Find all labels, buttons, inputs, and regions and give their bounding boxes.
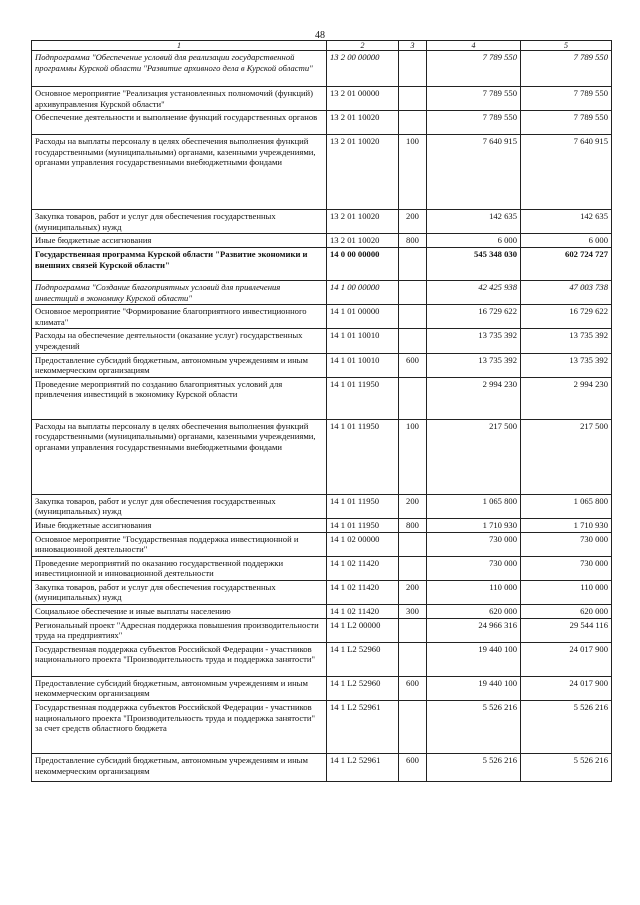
row-sum-1-cell: 19 440 100 (427, 676, 521, 700)
row-vr-cell: 100 (399, 135, 427, 210)
row-name-cell: Предоставление субсидий бюджетным, автономным учреждениям и иным некоммерческим организациям (32, 754, 327, 782)
header-cell-name: 1 (32, 41, 327, 51)
row-sum-1-cell: 730 000 (427, 532, 521, 556)
row-sum-1-cell: 13 735 392 (427, 329, 521, 353)
row-code-cell: 14 1 02 11420 (327, 580, 399, 604)
row-sum-1-cell: 545 348 030 (427, 247, 521, 280)
row-sum-1-cell: 6 000 (427, 234, 521, 248)
row-vr-cell: 300 (399, 605, 427, 619)
row-sum-2-cell: 1 710 930 (521, 518, 612, 532)
table-row (32, 701, 612, 754)
row-sum-2-cell: 730 000 (521, 532, 612, 556)
row-code-cell: 14 1 L2 52960 (327, 642, 399, 676)
row-vr-cell (399, 532, 427, 556)
table-row (32, 135, 612, 210)
row-sum-1-cell: 7 789 550 (427, 87, 521, 111)
row-code-cell: 14 1 01 11950 (327, 518, 399, 532)
header-cell-vr: 3 (399, 41, 427, 51)
table-row (32, 532, 612, 556)
row-vr-cell: 600 (399, 754, 427, 782)
row-vr-cell: 800 (399, 518, 427, 532)
row-name-cell: Расходы на обеспечение деятельности (оказание услуг) государственных учреждений (32, 329, 327, 353)
row-vr-cell (399, 111, 427, 135)
page-number: 48 (315, 30, 325, 41)
row-sum-1-cell: 2 994 230 (427, 377, 521, 419)
row-sum-1-cell: 110 000 (427, 580, 521, 604)
row-sum-1-cell: 7 789 550 (427, 111, 521, 135)
row-name-cell: Обеспечение деятельности и выполнение функций государственных органов (32, 111, 327, 135)
table-row (32, 51, 612, 87)
row-sum-2-cell: 602 724 727 (521, 247, 612, 280)
table-row (32, 605, 612, 619)
row-vr-cell: 800 (399, 234, 427, 248)
row-code-cell: 14 1 01 11950 (327, 377, 399, 419)
row-vr-cell (399, 87, 427, 111)
table-row (32, 419, 612, 494)
row-sum-2-cell: 730 000 (521, 556, 612, 580)
table-row (32, 642, 612, 676)
row-sum-1-cell: 42 425 938 (427, 280, 521, 304)
row-vr-cell (399, 556, 427, 580)
row-name-cell: Предоставление субсидий бюджетным, автономным учреждениям и иным некоммерческим организациям (32, 676, 327, 700)
row-code-cell: 13 2 01 10020 (327, 135, 399, 210)
row-vr-cell (399, 618, 427, 642)
row-sum-2-cell: 620 000 (521, 605, 612, 619)
row-sum-2-cell: 24 017 900 (521, 642, 612, 676)
table-row (32, 518, 612, 532)
row-sum-1-cell: 1 710 930 (427, 518, 521, 532)
row-sum-2-cell: 7 789 550 (521, 51, 612, 87)
row-sum-2-cell: 16 729 622 (521, 305, 612, 329)
budget-table (31, 40, 612, 782)
row-sum-1-cell: 24 966 316 (427, 618, 521, 642)
row-sum-2-cell: 13 735 392 (521, 329, 612, 353)
row-code-cell: 14 1 02 11420 (327, 605, 399, 619)
row-sum-1-cell: 620 000 (427, 605, 521, 619)
row-code-cell: 14 1 L2 52960 (327, 676, 399, 700)
row-code-cell: 14 1 01 11950 (327, 419, 399, 494)
row-sum-1-cell: 7 640 915 (427, 135, 521, 210)
header-cell-code: 2 (327, 41, 399, 51)
row-sum-1-cell: 7 789 550 (427, 51, 521, 87)
row-sum-2-cell: 6 000 (521, 234, 612, 248)
row-code-cell: 14 1 01 00000 (327, 305, 399, 329)
row-name-cell: Закупка товаров, работ и услуг для обеспечения государственных (муниципальных) нужд (32, 580, 327, 604)
row-sum-2-cell: 29 544 116 (521, 618, 612, 642)
row-code-cell: 14 1 01 10010 (327, 329, 399, 353)
row-name-cell: Основное мероприятие "Реализация установленных полномочий (функций) архивуправления Курской области" (32, 87, 327, 111)
table-row (32, 377, 612, 419)
table-row (32, 247, 612, 280)
row-sum-2-cell: 47 003 738 (521, 280, 612, 304)
table-row (32, 210, 612, 234)
row-sum-2-cell: 24 017 900 (521, 676, 612, 700)
row-vr-cell: 200 (399, 210, 427, 234)
row-name-cell: Государственная программа Курской области "Развитие экономики и внешних связей Курской области" (32, 247, 327, 280)
row-vr-cell (399, 305, 427, 329)
row-code-cell: 14 1 02 00000 (327, 532, 399, 556)
row-name-cell: Предоставление субсидий бюджетным, автономным учреждениям и иным некоммерческим организациям (32, 353, 327, 377)
table-row (32, 556, 612, 580)
table-row (32, 87, 612, 111)
row-vr-cell: 600 (399, 353, 427, 377)
row-sum-1-cell: 217 500 (427, 419, 521, 494)
row-sum-1-cell: 16 729 622 (427, 305, 521, 329)
header-row (32, 41, 612, 51)
row-sum-1-cell: 5 526 216 (427, 701, 521, 754)
row-name-cell: Региональный проект "Адресная поддержка повышения производительности труда на предприятиях" (32, 618, 327, 642)
row-name-cell: Государственная поддержка субъектов Российской Федерации - участников национального проекта "Производительность труда и поддержка занятости" за счет средств областного бюджета (32, 701, 327, 754)
row-sum-2-cell: 217 500 (521, 419, 612, 494)
row-name-cell: Государственная поддержка субъектов Российской Федерации - участников национального проекта "Производительность труда и поддержка занятости" (32, 642, 327, 676)
row-vr-cell (399, 51, 427, 87)
table-row (32, 234, 612, 248)
row-sum-1-cell: 13 735 392 (427, 353, 521, 377)
row-name-cell: Основное мероприятие "Государственная поддержка инвестиционной и инновационной деятельности" (32, 532, 327, 556)
row-name-cell: Закупка товаров, работ и услуг для обеспечения государственных (муниципальных) нужд (32, 494, 327, 518)
row-name-cell: Закупка товаров, работ и услуг для обеспечения государственных (муниципальных) нужд (32, 210, 327, 234)
row-name-cell: Подпрограмма "Создание благоприятных условий для привлечения инвестиций в экономику Курской области" (32, 280, 327, 304)
row-name-cell: Иные бюджетные ассигнования (32, 518, 327, 532)
row-sum-2-cell: 7 789 550 (521, 87, 612, 111)
row-sum-2-cell: 7 640 915 (521, 135, 612, 210)
row-vr-cell (399, 377, 427, 419)
row-code-cell: 14 1 L2 52961 (327, 754, 399, 782)
row-sum-2-cell: 7 789 550 (521, 111, 612, 135)
row-sum-2-cell: 1 065 800 (521, 494, 612, 518)
table-row (32, 618, 612, 642)
row-code-cell: 13 2 01 10020 (327, 210, 399, 234)
row-vr-cell (399, 280, 427, 304)
row-sum-2-cell: 5 526 216 (521, 701, 612, 754)
row-code-cell: 13 2 01 00000 (327, 87, 399, 111)
row-sum-1-cell: 1 065 800 (427, 494, 521, 518)
row-sum-1-cell: 19 440 100 (427, 642, 521, 676)
table-row (32, 305, 612, 329)
row-code-cell: 14 1 01 10010 (327, 353, 399, 377)
table-row (32, 111, 612, 135)
row-sum-1-cell: 730 000 (427, 556, 521, 580)
row-vr-cell (399, 247, 427, 280)
row-code-cell: 13 2 01 10020 (327, 111, 399, 135)
row-name-cell: Социальное обеспечение и иные выплаты населению (32, 605, 327, 619)
header-cell-sum-1: 4 (427, 41, 521, 51)
row-code-cell: 14 1 00 00000 (327, 280, 399, 304)
row-vr-cell (399, 329, 427, 353)
row-name-cell: Проведение мероприятий по созданию благоприятных условий для привлечения инвестиций в экономику Курской области (32, 377, 327, 419)
row-code-cell: 14 0 00 00000 (327, 247, 399, 280)
row-name-cell: Основное мероприятие "Формирование благоприятного инвестиционного климата" (32, 305, 327, 329)
table-row (32, 280, 612, 304)
row-vr-cell (399, 701, 427, 754)
row-code-cell: 14 1 02 11420 (327, 556, 399, 580)
table-row (32, 329, 612, 353)
row-vr-cell: 600 (399, 676, 427, 700)
table-row (32, 494, 612, 518)
row-sum-2-cell: 142 635 (521, 210, 612, 234)
row-code-cell: 14 1 01 11950 (327, 494, 399, 518)
row-code-cell: 14 1 L2 52961 (327, 701, 399, 754)
row-sum-2-cell: 5 526 216 (521, 754, 612, 782)
row-sum-2-cell: 2 994 230 (521, 377, 612, 419)
row-vr-cell: 200 (399, 494, 427, 518)
table-row (32, 676, 612, 700)
row-sum-2-cell: 110 000 (521, 580, 612, 604)
row-sum-1-cell: 5 526 216 (427, 754, 521, 782)
row-name-cell: Иные бюджетные ассигнования (32, 234, 327, 248)
row-code-cell: 13 2 00 00000 (327, 51, 399, 87)
row-code-cell: 13 2 01 10020 (327, 234, 399, 248)
row-sum-2-cell: 13 735 392 (521, 353, 612, 377)
row-name-cell: Расходы на выплаты персоналу в целях обеспечения выполнения функций государственными (муниципальными) органами, казенными учреждениями, органами управления государственными внебюджетными фондами (32, 135, 327, 210)
table-row (32, 353, 612, 377)
row-code-cell: 14 1 L2 00000 (327, 618, 399, 642)
row-vr-cell: 200 (399, 580, 427, 604)
row-name-cell: Проведение мероприятий по оказанию государственной поддержки инвестиционной и инновационной деятельности (32, 556, 327, 580)
row-name-cell: Подпрограмма "Обеспечение условий для реализации государственной программы Курской области "Развитие архивного дела в Курской области" (32, 51, 327, 87)
table-row (32, 754, 612, 782)
row-vr-cell: 100 (399, 419, 427, 494)
row-vr-cell (399, 642, 427, 676)
header-cell-sum-2: 5 (521, 41, 612, 51)
row-name-cell: Расходы на выплаты персоналу в целях обеспечения выполнения функций государственными (муниципальными) органами, казенными учреждениями, органами управления государственными внебюджетными фондами (32, 419, 327, 494)
row-sum-1-cell: 142 635 (427, 210, 521, 234)
table-row (32, 580, 612, 604)
